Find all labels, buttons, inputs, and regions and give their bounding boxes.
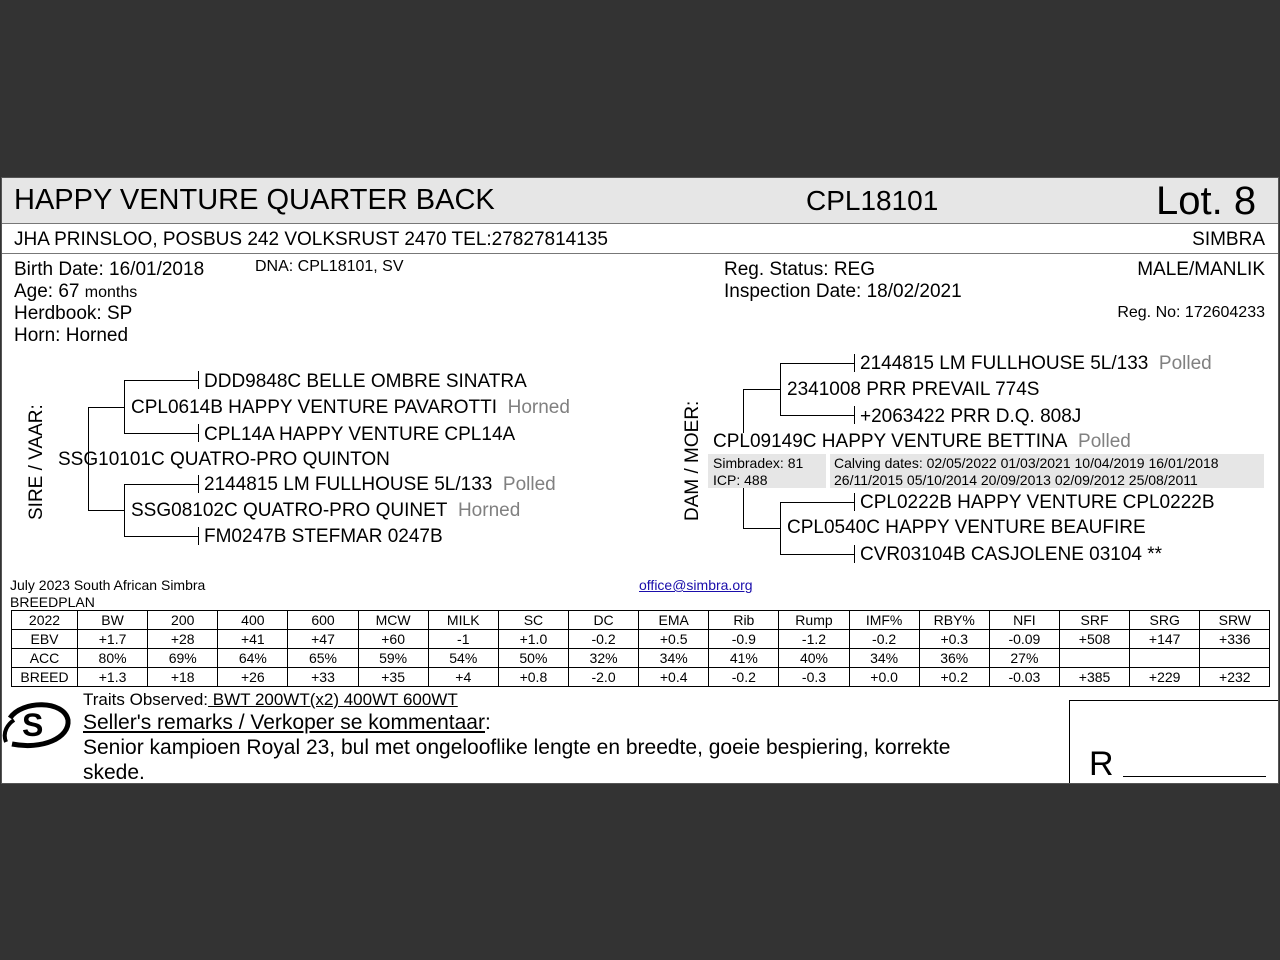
ebv-cell: +26 <box>218 668 288 687</box>
ebv-cell: +1.0 <box>498 630 568 649</box>
reg-no: Reg. No: 172604233 <box>1117 304 1265 321</box>
calving-dates-1: Calving dates: 02/05/2022 01/03/2021 10/04/2019 16/01/2018 <box>834 455 1219 471</box>
dam-sire: 2341008 PRR PREVAIL 774S <box>787 379 1040 400</box>
ebv-cell: +0.2 <box>919 668 989 687</box>
lot-card <box>1 177 1279 784</box>
ebv-cell: -2.0 <box>568 668 638 687</box>
ebv-cell: +508 <box>1059 630 1129 649</box>
ebv-cell: 32% <box>568 649 638 668</box>
dam-sire-dam: +2063422 PRR D.Q. 808J <box>860 406 1082 427</box>
remarks-heading: Seller's remarks / Verkoper se kommentaar: <box>83 711 491 734</box>
breedplan-source: July 2023 South African Simbra <box>10 577 206 593</box>
ebv-header-cell: 200 <box>148 611 218 630</box>
dam-dam-sire: CPL0222B HAPPY VENTURE CPL0222B <box>860 492 1215 513</box>
horn-status: Horn: Horned <box>14 325 129 346</box>
ebv-header-cell: 400 <box>218 611 288 630</box>
birth-date: Birth Date: 16/01/2018 <box>14 259 205 280</box>
ebv-header-cell: 2022 <box>12 611 78 630</box>
ebv-cell: +18 <box>148 668 218 687</box>
breedplan-label: BREEDPLAN <box>10 594 95 610</box>
dam-name: CPL09149C HAPPY VENTURE BETTINA Polled <box>713 431 1131 452</box>
sire-sire: CPL0614B HAPPY VENTURE PAVAROTTI Horned <box>131 397 570 418</box>
price-r-label: R <box>1089 745 1114 783</box>
ebv-header-cell: MCW <box>358 611 428 630</box>
ebv-cell: +41 <box>218 630 288 649</box>
ebv-cell: +60 <box>358 630 428 649</box>
ebv-cell: +0.8 <box>498 668 568 687</box>
ebv-cell <box>1200 649 1270 668</box>
ebv-header-cell: MILK <box>428 611 498 630</box>
dna-info: DNA: CPL18101, SV <box>255 258 404 275</box>
calving-dates-2: 26/11/2015 05/10/2014 20/09/2013 02/09/2012 25/08/2011 <box>834 472 1198 488</box>
ebv-cell: -0.09 <box>989 630 1059 649</box>
ebv-cell: +1.7 <box>78 630 148 649</box>
ebv-cell <box>1130 649 1200 668</box>
ebv-cell: 54% <box>428 649 498 668</box>
ebv-cell: -0.3 <box>779 668 849 687</box>
ebv-cell: +0.5 <box>639 630 709 649</box>
ebv-header-cell: SRF <box>1059 611 1129 630</box>
dam-sire-sire: 2144815 LM FULLHOUSE 5L/133 Polled <box>860 353 1212 374</box>
ebv-header-cell: SC <box>498 611 568 630</box>
herdbook: Herdbook: SP <box>14 303 133 324</box>
logo-letter: S <box>22 707 44 743</box>
ebv-cell: +4 <box>428 668 498 687</box>
sire-name: SSG10101C QUATRO-PRO QUINTON <box>58 449 390 470</box>
ebv-header-cell: RBY% <box>919 611 989 630</box>
dam-dam-dam: CVR03104B CASJOLENE 03104 ** <box>860 544 1163 565</box>
ebv-cell: 65% <box>288 649 358 668</box>
ebv-cell: +385 <box>1059 668 1129 687</box>
price-write-line <box>1123 776 1266 777</box>
inspection-date: Inspection Date: 18/02/2021 <box>724 281 962 302</box>
ebv-cell: BREED <box>12 668 78 687</box>
ebv-cell <box>1059 649 1129 668</box>
animal-name: HAPPY VENTURE QUARTER BACK <box>14 184 495 216</box>
ebv-cell: 34% <box>639 649 709 668</box>
ebv-header-cell: SRG <box>1130 611 1200 630</box>
ebv-row <box>12 630 1270 649</box>
ebv-header-row <box>12 611 1270 630</box>
owner-address: JHA PRINSLOO, POSBUS 242 VOLKSRUST 2470 TEL:27827814135 <box>14 229 608 250</box>
ebv-cell: +35 <box>358 668 428 687</box>
ebv-cell: EBV <box>12 630 78 649</box>
ebv-cell: 69% <box>148 649 218 668</box>
sire-dam-dam: FM0247B STEFMAR 0247B <box>204 526 443 547</box>
simbradex: Simbradex: 81 <box>713 455 804 471</box>
ebv-cell: 34% <box>849 649 919 668</box>
ebv-header-cell: 600 <box>288 611 358 630</box>
ebv-header-cell: EMA <box>639 611 709 630</box>
ebv-cell: 50% <box>498 649 568 668</box>
ebv-row <box>12 668 1270 687</box>
remarks-line-2: skede. <box>83 761 145 784</box>
age: Age: 67 months <box>14 281 138 302</box>
sire-sire-dam: CPL14A HAPPY VENTURE CPL14A <box>204 424 516 445</box>
simbra-logo <box>2 698 74 756</box>
sire-label: SIRE / VAAR: <box>26 404 47 520</box>
sire-dam-sire: 2144815 LM FULLHOUSE 5L/133 Polled <box>204 474 556 495</box>
icp: ICP: 488 <box>713 472 768 488</box>
ebv-cell: +147 <box>1130 630 1200 649</box>
ebv-cell: 64% <box>218 649 288 668</box>
breed-name: SIMBRA <box>1192 229 1265 250</box>
ebv-cell: 59% <box>358 649 428 668</box>
ebv-cell: 41% <box>709 649 779 668</box>
ebv-header-cell: IMF% <box>849 611 919 630</box>
traits-observed: Traits Observed: BWT 200WT(x2) 400WT 600WT <box>83 690 458 709</box>
ebv-header-cell: DC <box>568 611 638 630</box>
ebv-cell: 40% <box>779 649 849 668</box>
ebv-cell: -1 <box>428 630 498 649</box>
ebv-header-cell: Rump <box>779 611 849 630</box>
email-link[interactable]: office@simbra.org <box>639 577 753 593</box>
ebv-header-cell: BW <box>78 611 148 630</box>
ebv-cell: 27% <box>989 649 1059 668</box>
ebv-row <box>12 649 1270 668</box>
dam-dam: CPL0540C HAPPY VENTURE BEAUFIRE <box>787 517 1146 538</box>
ebv-cell: +1.3 <box>78 668 148 687</box>
ebv-cell: -0.2 <box>568 630 638 649</box>
ebv-cell: -0.2 <box>709 668 779 687</box>
remarks-line-1: Senior kampioen Royal 23, bul met ongelooflike lengte en breedte, goeie bespiering, korrekte <box>83 736 951 759</box>
ebv-cell: +336 <box>1200 630 1270 649</box>
ebv-cell: +232 <box>1200 668 1270 687</box>
ebv-cell: +0.4 <box>639 668 709 687</box>
sire-sire-sire: DDD9848C BELLE OMBRE SINATRA <box>204 371 527 392</box>
ebv-cell: -0.03 <box>989 668 1059 687</box>
ebv-cell: 36% <box>919 649 989 668</box>
ebv-header-cell: Rib <box>709 611 779 630</box>
ebv-cell: +33 <box>288 668 358 687</box>
ebv-cell: -1.2 <box>779 630 849 649</box>
sex: MALE/MANLIK <box>1137 259 1265 280</box>
reg-status: Reg. Status: REG <box>724 259 876 280</box>
ebv-cell: -0.9 <box>709 630 779 649</box>
ebv-cell: +0.0 <box>849 668 919 687</box>
ebv-table <box>11 610 1270 687</box>
ebv-header-cell: NFI <box>989 611 1059 630</box>
ebv-cell: +28 <box>148 630 218 649</box>
lot-number: Lot. 8 <box>1156 179 1257 223</box>
sire-dam: SSG08102C QUATRO-PRO QUINET Horned <box>131 500 521 521</box>
ebv-cell: 80% <box>78 649 148 668</box>
ebv-cell: +229 <box>1130 668 1200 687</box>
animal-id: CPL18101 <box>806 185 939 216</box>
ebv-header-cell: SRW <box>1200 611 1270 630</box>
dam-label: DAM / MOER: <box>682 400 703 521</box>
ebv-cell: +47 <box>288 630 358 649</box>
ebv-cell: +0.3 <box>919 630 989 649</box>
ebv-cell: -0.2 <box>849 630 919 649</box>
ebv-cell: ACC <box>12 649 78 668</box>
